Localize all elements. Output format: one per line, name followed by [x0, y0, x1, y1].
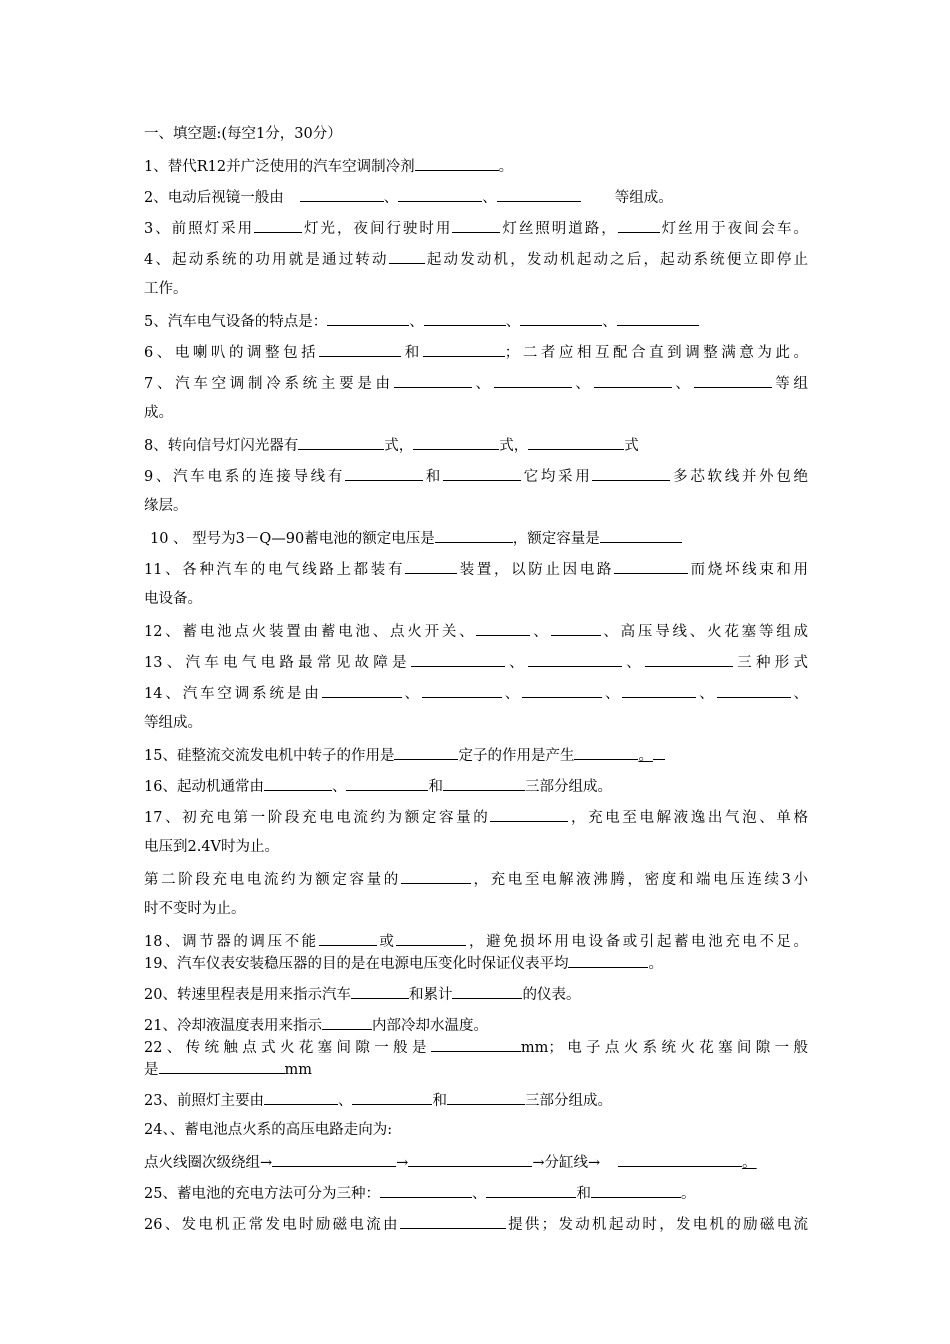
question-7: 7、汽车空调制冷系统主要是由 、 、 、 等组	[144, 372, 808, 394]
question-13: 13、汽车电气电路最常见故障是 、 、 三种形式	[144, 651, 808, 673]
answer-blank[interactable]	[520, 310, 602, 326]
question-4-cont: 工作。	[144, 281, 188, 297]
answer-blank[interactable]	[319, 930, 377, 946]
answer-blank[interactable]	[322, 682, 402, 698]
question-17-stage2: 第二阶段充电电流约为额定容量的 ，充电至电解液沸腾，密度和端电压连续3小	[144, 868, 808, 890]
question-9: 9、汽车电系的连接导线有 和 它均采用 多芯软线并外包绝	[144, 465, 808, 487]
answer-blank[interactable]	[622, 682, 696, 698]
answer-blank[interactable]	[346, 775, 428, 791]
question-26: 26、发电机正常发电时励磁电流由 提供；发动机起动时，发电机的励磁电流	[144, 1213, 808, 1235]
answer-blank[interactable]	[431, 1036, 521, 1052]
answer-blank[interactable]	[653, 744, 665, 760]
answer-blank[interactable]	[411, 651, 505, 667]
answer-blank[interactable]	[551, 620, 601, 636]
answer-blank[interactable]	[254, 217, 302, 233]
answer-blank[interactable]	[452, 217, 500, 233]
answer-blank[interactable]	[490, 806, 568, 822]
answer-blank[interactable]	[447, 1089, 525, 1105]
answer-blank[interactable]	[424, 310, 506, 326]
question-17-cont: 电压到2.4V时为止。	[144, 839, 280, 855]
answer-blank[interactable]	[159, 1058, 285, 1074]
answer-blank[interactable]	[389, 248, 425, 264]
answer-blank[interactable]	[497, 186, 581, 202]
question-24: 24、、蓄电池点火系的高压电路走向为:	[144, 1122, 393, 1138]
answer-blank[interactable]	[528, 434, 624, 450]
answer-blank[interactable]	[394, 372, 472, 388]
answer-blank[interactable]	[327, 310, 409, 326]
question-2: 2、电动后视镜一般由 、 、 等组成。	[144, 186, 808, 208]
answer-blank[interactable]	[452, 983, 522, 999]
answer-blank[interactable]	[443, 465, 521, 481]
answer-blank[interactable]	[494, 372, 572, 388]
answer-blank[interactable]	[422, 682, 502, 698]
answer-blank[interactable]	[486, 1182, 576, 1198]
question-12: 12、蓄电池点火装置由蓄电池、点火开关、 、 、高压导线、火花塞等组成	[144, 620, 808, 642]
question-11: 11、各种汽车的电气线路上都装有 装置，以防止因电路 而烧坏线束和用	[144, 558, 808, 580]
answer-blank[interactable]	[300, 186, 384, 202]
answer-blank[interactable]	[345, 465, 423, 481]
question-1: 1、替代R12并广泛使用的汽车空调制冷剂 。	[144, 155, 808, 177]
answer-blank[interactable]	[423, 341, 505, 357]
answer-blank[interactable]	[351, 983, 409, 999]
answer-blank[interactable]	[591, 1182, 681, 1198]
answer-blank[interactable]	[264, 775, 332, 791]
answer-blank[interactable]	[592, 465, 670, 481]
answer-blank[interactable]	[694, 372, 772, 388]
answer-blank[interactable]	[408, 1151, 532, 1167]
question-22: 22、传统触点式火花塞间隙一般是 mm；电子点火系统火花塞间隙一般	[144, 1036, 808, 1058]
answer-blank[interactable]	[568, 952, 648, 968]
question-22-cont: 是 mm	[144, 1058, 808, 1080]
answer-blank[interactable]	[400, 1213, 506, 1229]
question-14-cont: 等组成。	[144, 715, 202, 731]
answer-blank[interactable]	[398, 186, 482, 202]
answer-blank[interactable]	[600, 527, 682, 543]
question-15: 15、硅整流交流发电机中转子的作用是 定子的作用是产生 。	[144, 744, 808, 766]
answer-blank[interactable]	[717, 682, 791, 698]
answer-blank[interactable]	[645, 651, 733, 667]
answer-blank[interactable]	[401, 868, 471, 884]
question-10: 10 、 型号为3－Q—90蓄电池的额定电压是 ，额定容量是	[150, 527, 814, 549]
answer-blank[interactable]	[352, 1089, 432, 1105]
question-19: 19、汽车仪表安装稳压器的目的是在电源电压变化时保证仪表平均 。	[144, 952, 808, 974]
answer-blank[interactable]	[298, 434, 384, 450]
answer-blank[interactable]	[264, 1089, 338, 1105]
answer-blank[interactable]	[435, 527, 513, 543]
answer-blank[interactable]	[322, 1014, 372, 1030]
question-4: 4、起动系统的功用就是通过转动 起动发动机，发动机起动之后，起动系统便立即停止	[144, 248, 808, 270]
question-18: 18、调节器的调压不能 或 ，避免损坏用电设备或引起蓄电池充电不足。	[144, 930, 808, 952]
answer-blank[interactable]	[413, 434, 499, 450]
answer-blank[interactable]	[415, 155, 499, 171]
question-9-cont: 缘层。	[144, 498, 188, 514]
question-7-cont: 成。	[144, 405, 173, 421]
answer-blank[interactable]	[522, 682, 602, 698]
answer-blank[interactable]	[614, 558, 688, 574]
section-title: 一、填空题:(每空1分，30分）	[144, 126, 342, 142]
question-11-cont: 电设备。	[144, 591, 202, 607]
question-23: 23、前照灯主要由 、 和 三部分组成。	[144, 1089, 808, 1111]
answer-blank[interactable]	[319, 341, 401, 357]
answer-blank[interactable]	[594, 372, 672, 388]
question-20: 20、转速里程表是用来指示汽车 和累计 的仪表。	[144, 983, 808, 1005]
answer-blank[interactable]	[618, 1151, 742, 1167]
question-3: 3、前照灯采用 灯光，夜间行驶时用 灯丝照明道路， 灯丝用于夜间会车。	[144, 217, 808, 239]
question-14: 14、汽车空调系统是由 、 、 、 、 、	[144, 682, 808, 704]
question-24-cont: 点火线圈次级绕组→ → →分缸线→ 。	[144, 1151, 808, 1173]
question-5: 5、汽车电气设备的特点是： 、 、 、	[144, 310, 808, 332]
answer-blank[interactable]	[476, 620, 530, 636]
question-16: 16、起动机通常由 、 和 三部分组成。	[144, 775, 808, 797]
question-6: 6、电喇叭的调整包括 和 ；二者应相互配合直到调整满意为此。	[144, 341, 808, 363]
answer-blank[interactable]	[443, 775, 525, 791]
answer-blank[interactable]	[618, 217, 660, 233]
answer-blank[interactable]	[405, 558, 457, 574]
question-17-stage2-cont: 时不变时为止。	[144, 901, 246, 917]
answer-blank[interactable]	[272, 1151, 396, 1167]
answer-blank[interactable]	[380, 1182, 472, 1198]
answer-blank[interactable]	[394, 744, 458, 760]
question-21: 21、冷却液温度表用来指示 内部冷却水温度。	[144, 1014, 808, 1036]
question-17: 17、初充电第一阶段充电电流约为额定容量的 ，充电至电解液逸出气泡、单格	[144, 806, 808, 828]
answer-blank[interactable]	[574, 744, 638, 760]
question-25: 25、蓄电池的充电方法可分为三种： 、 和 。	[144, 1182, 808, 1204]
answer-blank[interactable]	[396, 930, 466, 946]
answer-blank[interactable]	[528, 651, 622, 667]
answer-blank[interactable]	[617, 310, 699, 326]
question-8: 8、转向信号灯闪光器有 式， 式， 式	[144, 434, 808, 456]
